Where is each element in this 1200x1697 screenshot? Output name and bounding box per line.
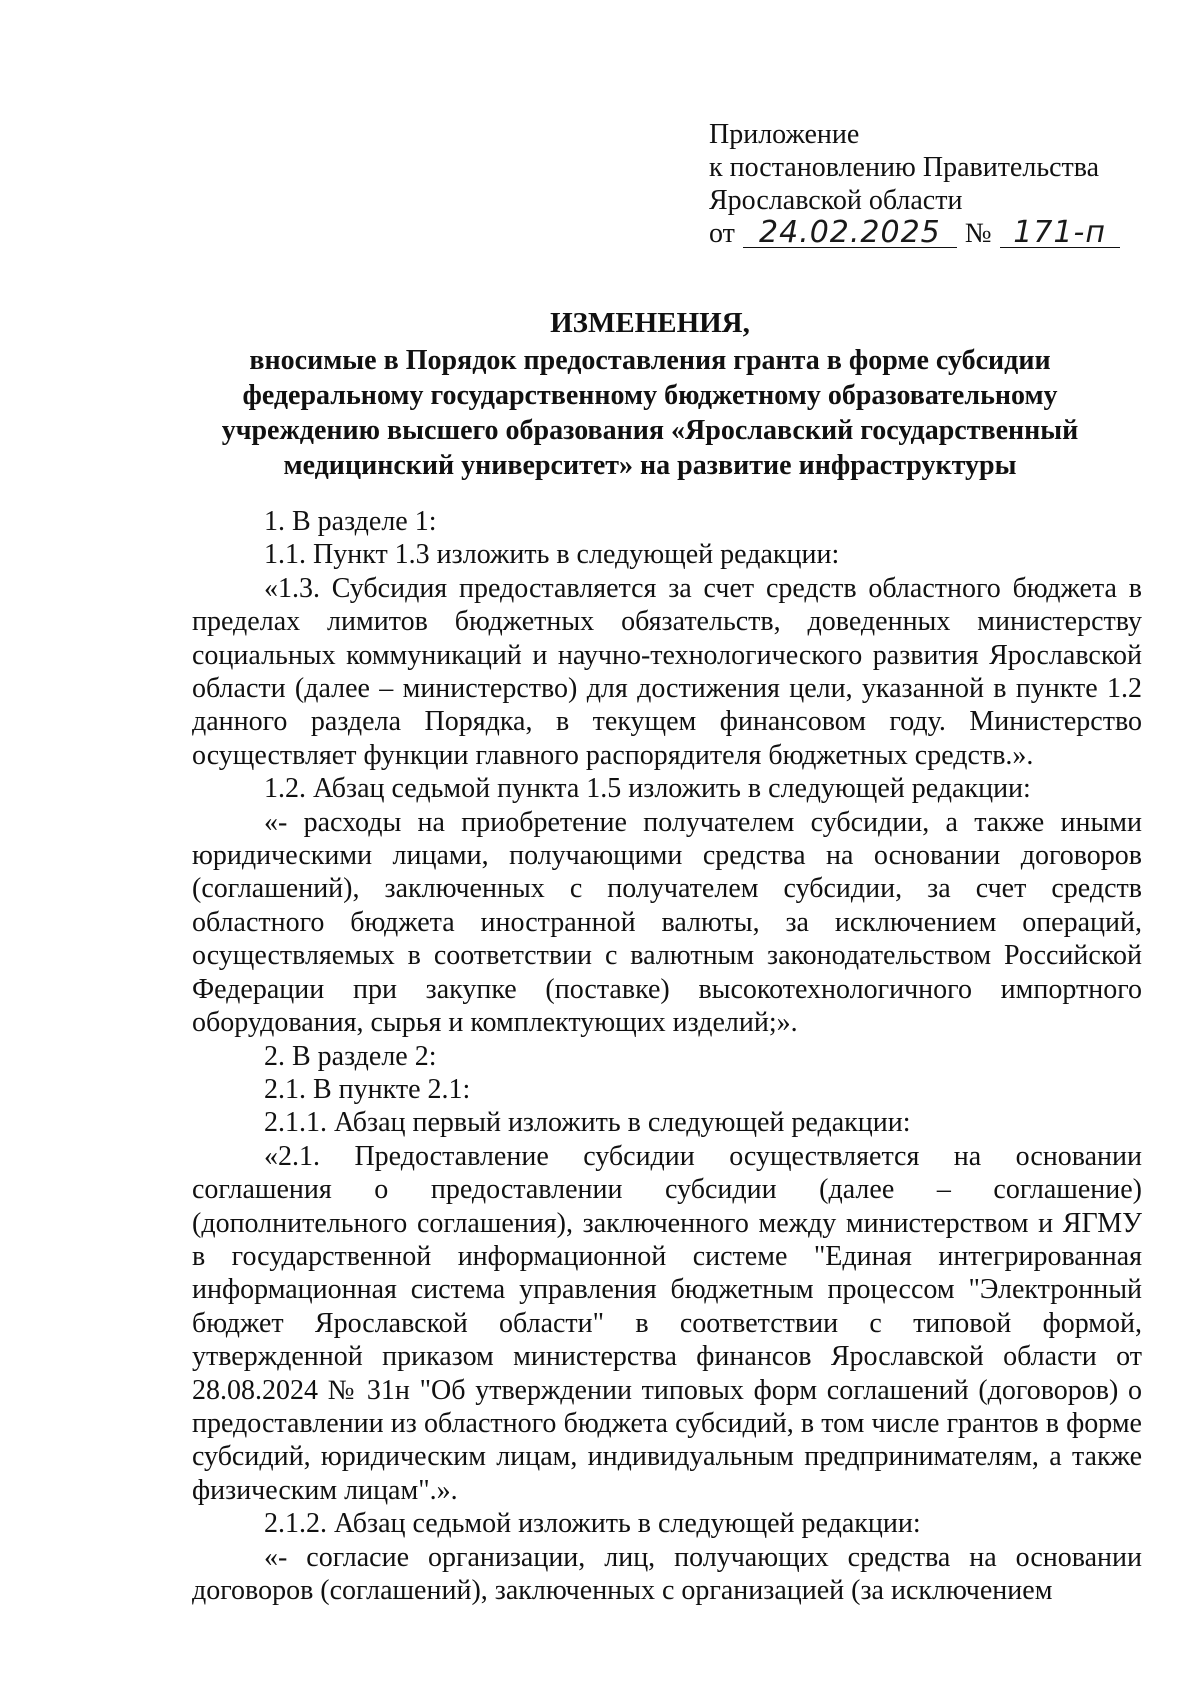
title-main: ИЗМЕНЕНИЯ, bbox=[550, 307, 750, 339]
paragraph-expenses-text: «- расходы на приобретение получателем субсидии, а также иными юридическими лицами, получающими средства на основании договоров (соглашений), заключенных с получателем субсидии, за счет средств областного бюджета иностранной валюты, за исключением операций, осуществляемых в соответствии с валютным законодательством Российской Федерации при закупке (поставке) высокотехнологичного импортного оборудования, сырья и комплектующих изделий;». bbox=[192, 806, 1142, 1039]
document-body bbox=[192, 505, 1142, 1607]
paragraph-section-1: 1. В разделе 1: bbox=[264, 506, 437, 537]
handwritten-number: 171-п bbox=[1000, 219, 1120, 248]
annex-block bbox=[709, 118, 1120, 250]
paragraph-consent-text: «- согласие организации, лиц, получающих средства на основании договоров (соглашений), заключенных с организацией (за исключением bbox=[192, 1541, 1142, 1606]
title-sub-1: вносимые в Порядок предоставления гранта в форме субсидии bbox=[249, 345, 1051, 376]
title-sub-2: федеральному государственному бюджетному образовательному bbox=[242, 380, 1058, 411]
paragraph-2-1-text: «2.1. Предоставление субсидии осуществляется на основании соглашения о предоставлении субсидии (далее – соглашение) (дополнительного соглашения), заключенного между министерством и ЯГМУ в государственной информационной системе "Единая интегрированная информационная система управления бюджетным процессом "Электронный бюджет Ярославской области" в соответствии с типовой формой, утвержденной приказом министерства финансов Ярославской области от 28.08.2024 № 31н "Об утверждении типовых форм соглашений (договоров) о предоставлении из областного бюджета субсидий, в том числе грантов в форме субсидий, юридическим лицам, индивидуальным предпринимателям, а также физическим лицам".». bbox=[192, 1140, 1142, 1506]
paragraph-2-1: 2.1. В пункте 2.1: bbox=[264, 1073, 471, 1105]
paragraph-section-2: 2. В разделе 2: bbox=[264, 1040, 437, 1072]
annex-line-3: Ярославской области bbox=[709, 185, 963, 216]
paragraph-2-1-1: 2.1.1. Абзац первый изложить в следующей редакции: bbox=[264, 1107, 911, 1139]
annex-line-2: к постановлению Правительства bbox=[709, 152, 1100, 183]
annex-line-1: Приложение bbox=[709, 119, 860, 150]
title-sub-4: медицинский университет» на развитие инфраструктуры bbox=[283, 450, 1017, 481]
paragraph-1-3-text: «1.3. Субсидия предоставляется за счет средств областного бюджета в пределах лимитов бюджетных обязательств, доведенных министерству социальных коммуникаций и научно-технологического развития Ярославской области (далее – министерство) для достижения цели, указанной в пункте 1.2 данного раздела Порядка, в текущем финансовом году. Министерство осуществляет функции главного распорядителя бюджетных средств.». bbox=[192, 572, 1142, 771]
title-sub-3: учреждению высшего образования «Ярославский государственный bbox=[221, 415, 1079, 446]
handwritten-date: 24.02.2025 bbox=[743, 219, 957, 248]
paragraph-1-1: 1.1. Пункт 1.3 изложить в следующей редакции: bbox=[264, 539, 840, 571]
document-title bbox=[190, 306, 1110, 483]
paragraph-1-2: 1.2. Абзац седьмой пункта 1.5 изложить в следующей редакции: bbox=[264, 773, 1031, 805]
number-sign: № bbox=[964, 218, 992, 249]
date-prefix: от bbox=[709, 218, 735, 249]
annex-date-line bbox=[709, 217, 1120, 250]
paragraph-2-1-2: 2.1.2. Абзац седьмой изложить в следующей редакции: bbox=[264, 1508, 921, 1540]
